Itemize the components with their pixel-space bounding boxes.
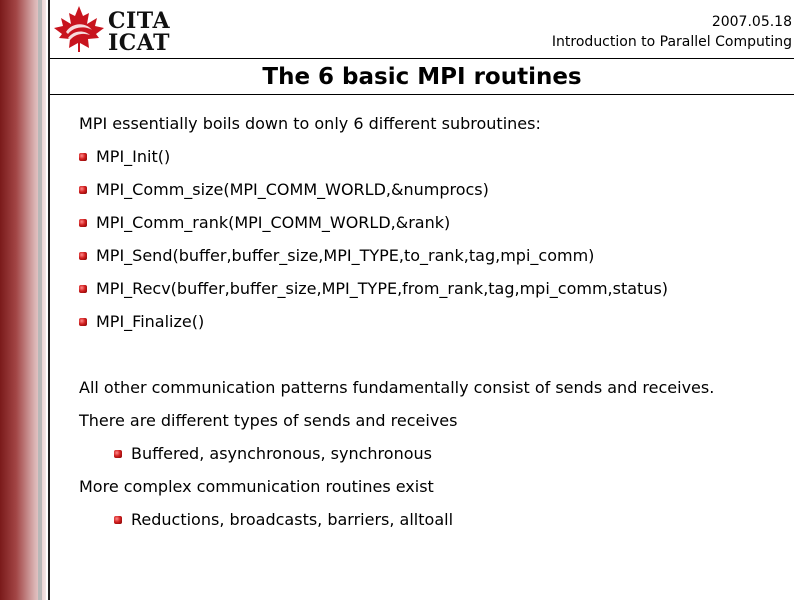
routine-mpi-finalize: MPI_Finalize() — [96, 312, 205, 331]
logo-text-cita: CITA — [108, 8, 171, 34]
slide-header-info — [552, 12, 792, 52]
header-date: 2007.05.18 — [711, 14, 792, 30]
bullet-icon — [79, 153, 87, 161]
list-item — [79, 178, 779, 211]
bullet-icon — [79, 186, 87, 194]
routine-mpi-comm-size: MPI_Comm_size(MPI_COMM_WORLD,&numprocs) — [96, 180, 489, 199]
routine-mpi-recv: MPI_Recv(buffer,buffer_size,MPI_TYPE,from_rank,tag,mpi_comm,status) — [96, 279, 669, 298]
bullet-icon — [114, 450, 122, 458]
bullet-icon — [114, 516, 122, 524]
list-item — [114, 442, 779, 475]
paragraph-complex-routines: More complex communication routines exist — [79, 477, 434, 496]
list-item — [79, 145, 779, 178]
sidebar-strip — [38, 0, 42, 600]
list-item — [79, 211, 779, 244]
routine-mpi-send: MPI_Send(buffer,buffer_size,MPI_TYPE,to_rank,tag,mpi_comm) — [96, 246, 595, 265]
title-rule-bottom — [50, 94, 794, 95]
intro-text: MPI essentially boils down to only 6 different subroutines: — [79, 114, 541, 133]
routine-mpi-comm-rank: MPI_Comm_rank(MPI_COMM_WORLD,&rank) — [96, 213, 451, 232]
paragraph-sends-receives: All other communication patterns fundamentally consist of sends and receives. — [79, 378, 715, 397]
header-course: Introduction to Parallel Computing — [551, 34, 792, 50]
list-item — [79, 310, 779, 343]
bullet-icon — [79, 285, 87, 293]
maple-leaf-icon — [52, 4, 106, 54]
bullet-icon — [79, 318, 87, 326]
list-item — [79, 244, 779, 277]
paragraph-send-types: There are different types of sends and receives — [79, 411, 458, 430]
title-rule-top — [50, 58, 794, 59]
list-item — [114, 508, 779, 541]
logo-text-icat: ICAT — [108, 30, 171, 56]
send-types-list: Buffered, asynchronous, synchronous — [131, 444, 432, 463]
cita-logo — [52, 4, 177, 56]
list-item — [79, 277, 779, 310]
slide-body — [79, 112, 779, 541]
complex-routines-list: Reductions, broadcasts, barriers, alltoall — [131, 510, 454, 529]
bullet-icon — [79, 219, 87, 227]
bullet-icon — [79, 252, 87, 260]
routine-mpi-init: MPI_Init() — [96, 147, 171, 166]
spacer — [79, 343, 779, 376]
slide-title: The 6 basic MPI routines — [262, 64, 582, 90]
